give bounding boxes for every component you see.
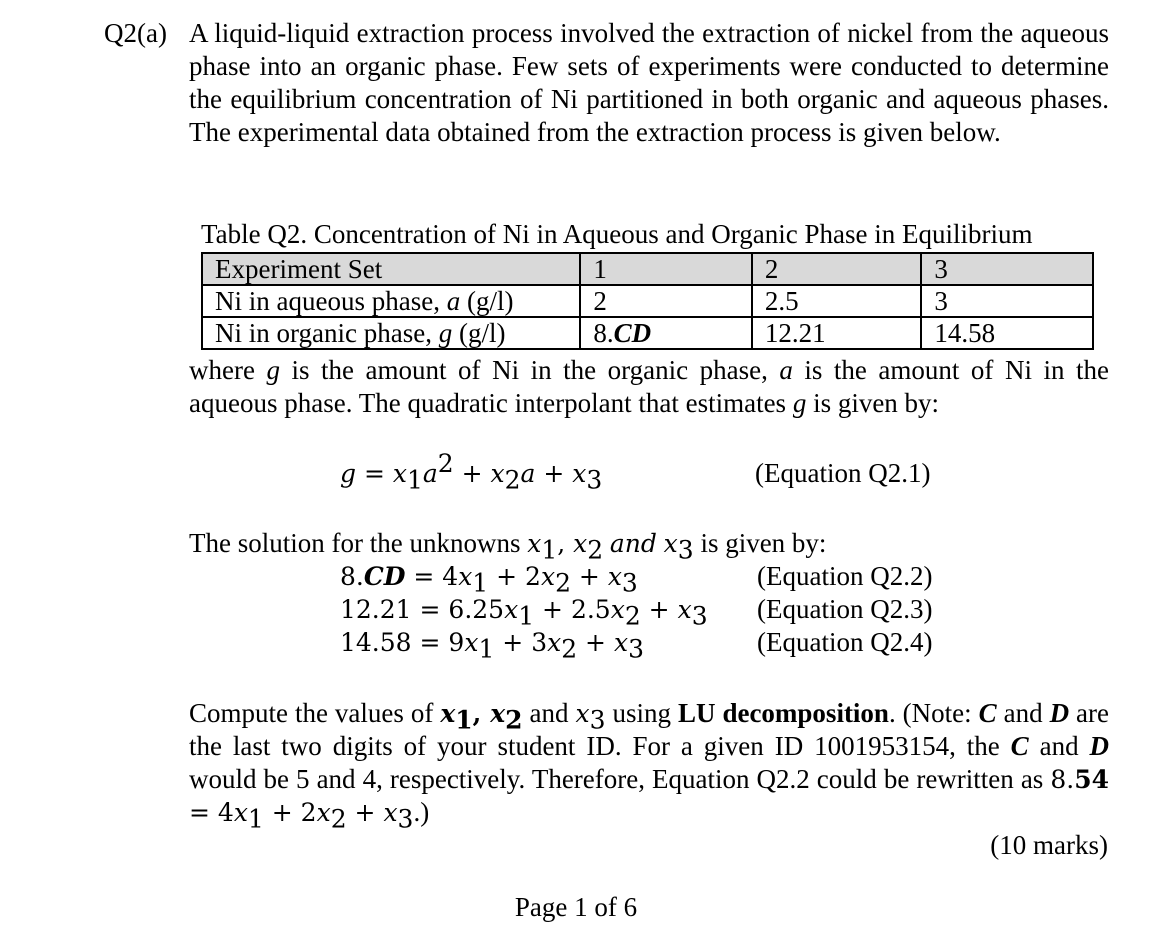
explanation-text: where g is the amount of Ni in the organic phase, a is the amount of Ni in the aqueous phase. The quadratic interpolant that estimates g is given by:	[189, 355, 1109, 418]
table-row-aqueous	[202, 285, 1093, 317]
question-intro: A liquid-liquid extraction process involved the extraction of nickel from the aqueous phase into an organic phase. Few sets of experiments were conducted to determine the equilibrium concentration of Ni partitioned in both organic and aqueous phases. The experimental data obtained from the extraction process is given below.	[189, 18, 1109, 147]
table-row-organic	[202, 317, 1093, 349]
equation-q2-2: $8.CD = 4x_1 + 2x_2 + x_3$	[340, 562, 638, 598]
table-header-row	[202, 253, 1093, 285]
equation-q2-3: $12.21 = 6.25x_1 + 2.5x_2 + x_3$	[340, 595, 708, 631]
page-footer: Page 1 of 6	[514, 892, 638, 922]
row-label-organic: Ni in organic phase, g (g/l)	[202, 317, 580, 349]
method-name: LU decomposition	[677, 698, 889, 728]
organic-value-1: 8.CD	[580, 317, 751, 349]
header-label: Experiment Set	[202, 253, 580, 285]
equation-q2-1-label: (Equation Q2.1)	[755, 458, 931, 488]
aqueous-value-3: 3	[921, 285, 1093, 317]
equation-q2-4: $14.58 = 9x_1 + 3x_2 + x_3$	[340, 628, 644, 664]
equation-q2-2-label: (Equation Q2.2)	[757, 561, 933, 591]
equation-q2-1: $g = x_1a^2 + x_2a + x_3$	[340, 449, 603, 495]
solution-intro: The solution for the unknowns $x_1$, $x_2$ and $x_3$ is given by:	[189, 528, 827, 565]
header-set-3: 3	[921, 253, 1093, 285]
equation-q2-3-label: (Equation Q2.3)	[757, 594, 933, 624]
header-set-2: 2	[752, 253, 922, 285]
organic-value-3: 14.58	[921, 317, 1093, 349]
table-caption: Table Q2. Concentration of Ni in Aqueous and Organic Phase in Equilibrium	[201, 219, 1033, 249]
concentration-table	[201, 252, 1094, 350]
question-number: Q2(a)	[104, 18, 167, 48]
aqueous-value-2: 2.5	[752, 285, 922, 317]
row-label-aqueous: Ni in aqueous phase, a (g/l)	[202, 285, 580, 317]
equation-q2-4-label: (Equation Q2.4)	[757, 627, 933, 657]
header-set-1: 1	[580, 253, 751, 285]
marks-label: (10 marks)	[990, 830, 1108, 860]
aqueous-value-1: 2	[580, 285, 751, 317]
instruction-text: Compute the values of $x_1$, $x_2$ and $x_3$ using LU decomposition. (Note: C and D are the last two digits of your student ID. For a given ID 1001953154, the C and D would be 5 and 4, respectively. Therefore, Equation Q2.2 could be rewritten as $8.54 = 4x_1 + 2x_2 + x_3$.)	[189, 698, 1109, 834]
organic-value-2: 12.21	[752, 317, 922, 349]
